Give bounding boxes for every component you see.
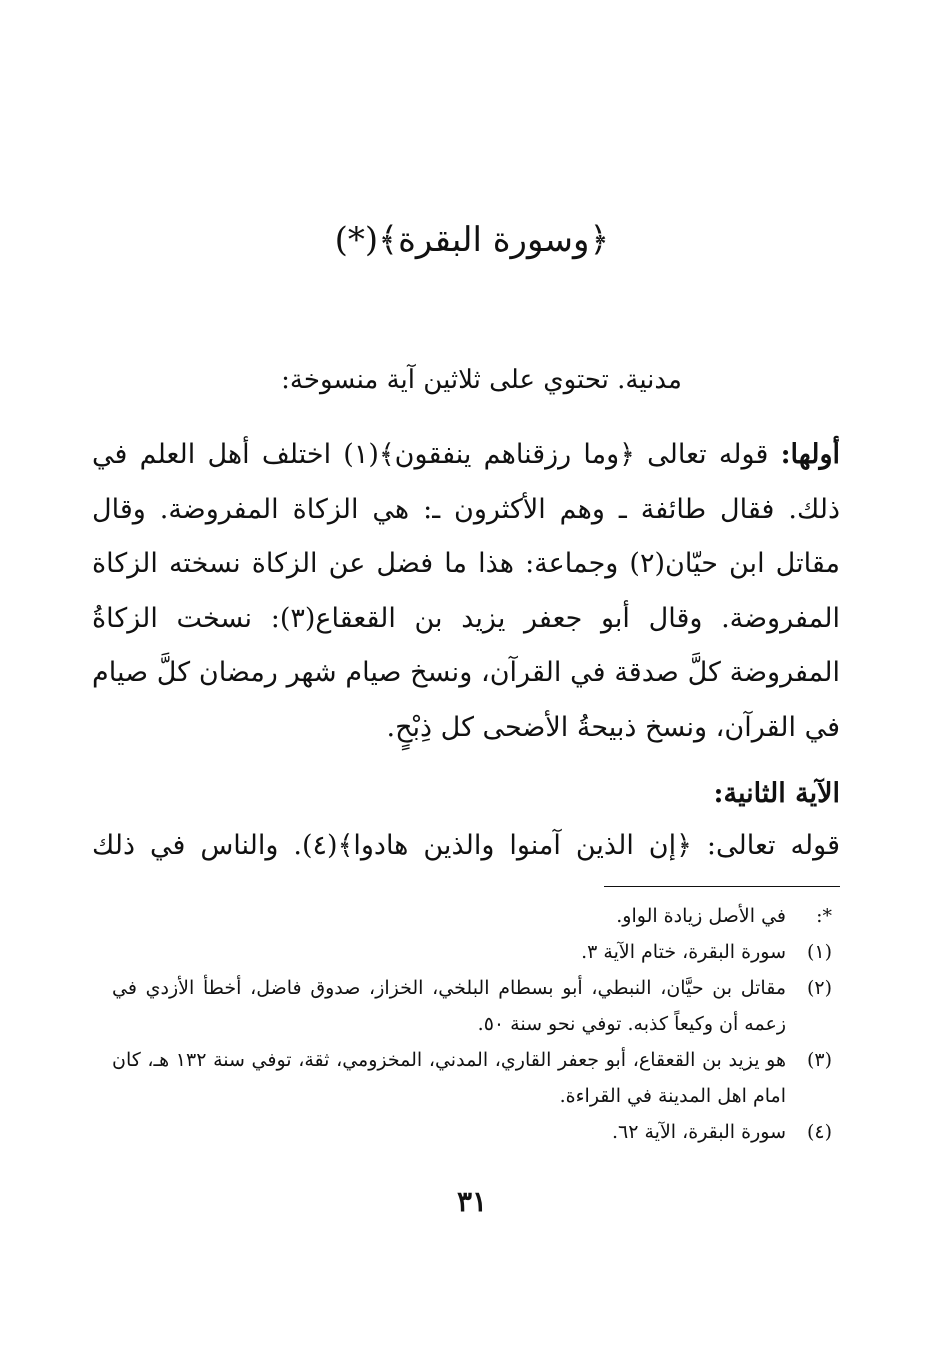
- footnote-star: [112, 898, 832, 934]
- surah-subtitle: مدنية. تحتوي على ثلاثين آية منسوخة:: [281, 365, 682, 395]
- footnote-text: سورة البقرة، ختام الآية ٣.: [581, 941, 786, 963]
- footnote-marker: (٤): [806, 1121, 832, 1143]
- footnote-marker: (٣): [806, 1049, 832, 1071]
- footnote-text: سورة البقرة، الآية ٦٢.: [611, 1121, 786, 1143]
- page-number: ٣١: [456, 1185, 488, 1218]
- second-verse-heading: الآية الثانية:: [713, 778, 840, 809]
- second-verse-text: قوله تعالى: ﴿إن الذين آمنوا والذين هادوا﴾(٤). والناس في ذلك: [92, 830, 840, 861]
- surah-title: ﴿وسورة البقرة﴾(*): [334, 220, 610, 260]
- footnote-marker: *:: [816, 905, 832, 927]
- first-verse-lead: أولها:: [780, 439, 840, 470]
- footnote-text: هو يزيد بن القعقاع، أبو جعفر القاري، المدني، المخزومي، ثقة، توفي سنة ١٣٢ هـ، كان امام اهل المدينة في القراءة.: [112, 1049, 786, 1107]
- footnote-text: في الأصل زيادة الواو.: [616, 905, 786, 927]
- first-verse-paragraph: [92, 428, 840, 755]
- footnote-4: [112, 1114, 832, 1150]
- footnote-marker: (٢): [806, 977, 832, 999]
- footnote-marker: (١): [806, 941, 832, 963]
- footnote-3: [112, 1042, 832, 1114]
- footnotes: [112, 898, 832, 1150]
- footnote-divider: [604, 886, 840, 887]
- footnote-1: [112, 934, 832, 970]
- footnote-text: مقاتل بن حيَّان، النبطي، أبو بسطام البلخي، الخزاز، صدوق فاضل، أخطأ الأزدي في زعمه أن وكيعاً كذبه. توفي نحو سنة ٥٠.: [112, 977, 786, 1035]
- footnote-2: [112, 970, 832, 1042]
- first-verse-text: قوله تعالى ﴿وما رزقناهم ينفقون﴾(١) اختلف أهل العلم في ذلك. فقال طائفة ـ وهم الأكثرون ـ: هي الزكاة المفروضة. وقال مقاتل ابن حيّان(٢) وجماعة: هذا ما فضل عن الزكاة نسخته الزكاة المفروضة. وقال أبو جعفر يزيد بن القعقاع(٣): نسخت الزكاةُ المفروضة كلَّ صدقة في القرآن، ونسخ صيام شهر رمضان كلَّ صيام في القرآن، ونسخ ذبيحةُ الأضحى كل ذِبْحٍ.: [92, 439, 840, 743]
